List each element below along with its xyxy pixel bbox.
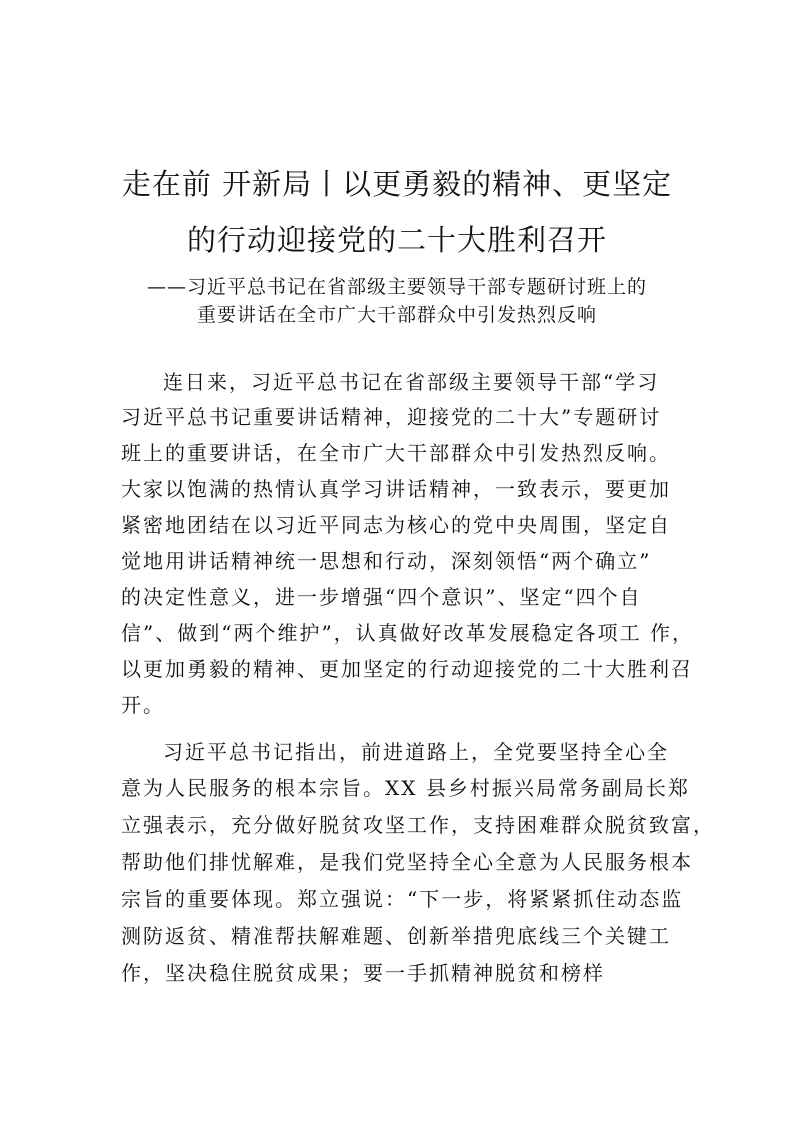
paragraph-1-line: 大家以饱满的热情认真学习讲话精神，一致表示，要更加 — [121, 477, 671, 501]
paragraph-1-line: 班上的重要讲话，在全市广大干部群众中引发热烈反响。 — [121, 441, 671, 465]
paragraph-1-line: 觉地用讲话精神统一思想和行动，深刻领悟“两个确立” — [121, 549, 652, 573]
paragraph-1-line: 连日来，习近平总书记在省部级主要领导干部“学习 — [163, 370, 660, 394]
paragraph-2-line: 意为人民服务的根本宗旨。XX 县乡村振兴局常务副局长郑 — [121, 776, 690, 800]
document-subtitle-line-1: ——习近平总书记在省部级主要领导干部专题研讨班上的 — [146, 276, 647, 298]
paragraph-1-line: 习近平总书记重要讲话精神，迎接党的二十大”专题研讨 — [121, 405, 662, 429]
paragraph-2-line: 立强表示，充分做好脱贫攻坚工作，支持困难群众脱贫致富， — [121, 813, 715, 837]
paragraph-1-line: 开。 — [121, 693, 165, 717]
paragraph-2-line: 帮助他们排忧解难，是我们党坚持全心全意为人民服务根本 — [121, 850, 693, 874]
paragraph-1-line: 紧密地团结在以习近平同志为核心的党中央周围，坚定自 — [121, 513, 671, 537]
paragraph-2-line: 宗旨的重要体现。郑立强说：“下一步，将紧紧抓住动态监 — [121, 887, 684, 911]
paragraph-1-line: 的决定性意义，进一步增强“四个意识”、坚定“四个自 — [121, 585, 642, 609]
paragraph-1-line: 以更加勇毅的精神、更加坚定的行动迎接党的二十大胜利召 — [121, 657, 693, 681]
paragraph-2-line: 作，坚决稳住脱贫成果；要一手抓精神脱贫和榜样 — [121, 961, 605, 985]
paragraph-2-line: 习近平总书记指出，前进道路上，全党要坚持全心全 — [163, 740, 669, 764]
document-title-line-2: 的行动迎接党的二十大胜利召开 — [186, 223, 607, 257]
paragraph-2-line: 测防返贫、精准帮扶解难题、创新举措兜底线三个关键工 — [121, 924, 671, 948]
paragraph-1-line: 信”、做到“两个维护”，认真做好改革发展稳定各项工 作， — [121, 621, 695, 645]
document-subtitle-line-2: 重要讲话在全市广大干部群众中引发热烈反响 — [196, 304, 597, 326]
document-title-line-1: 走在前 开新局丨以更勇毅的精神、更坚定 — [121, 167, 673, 201]
